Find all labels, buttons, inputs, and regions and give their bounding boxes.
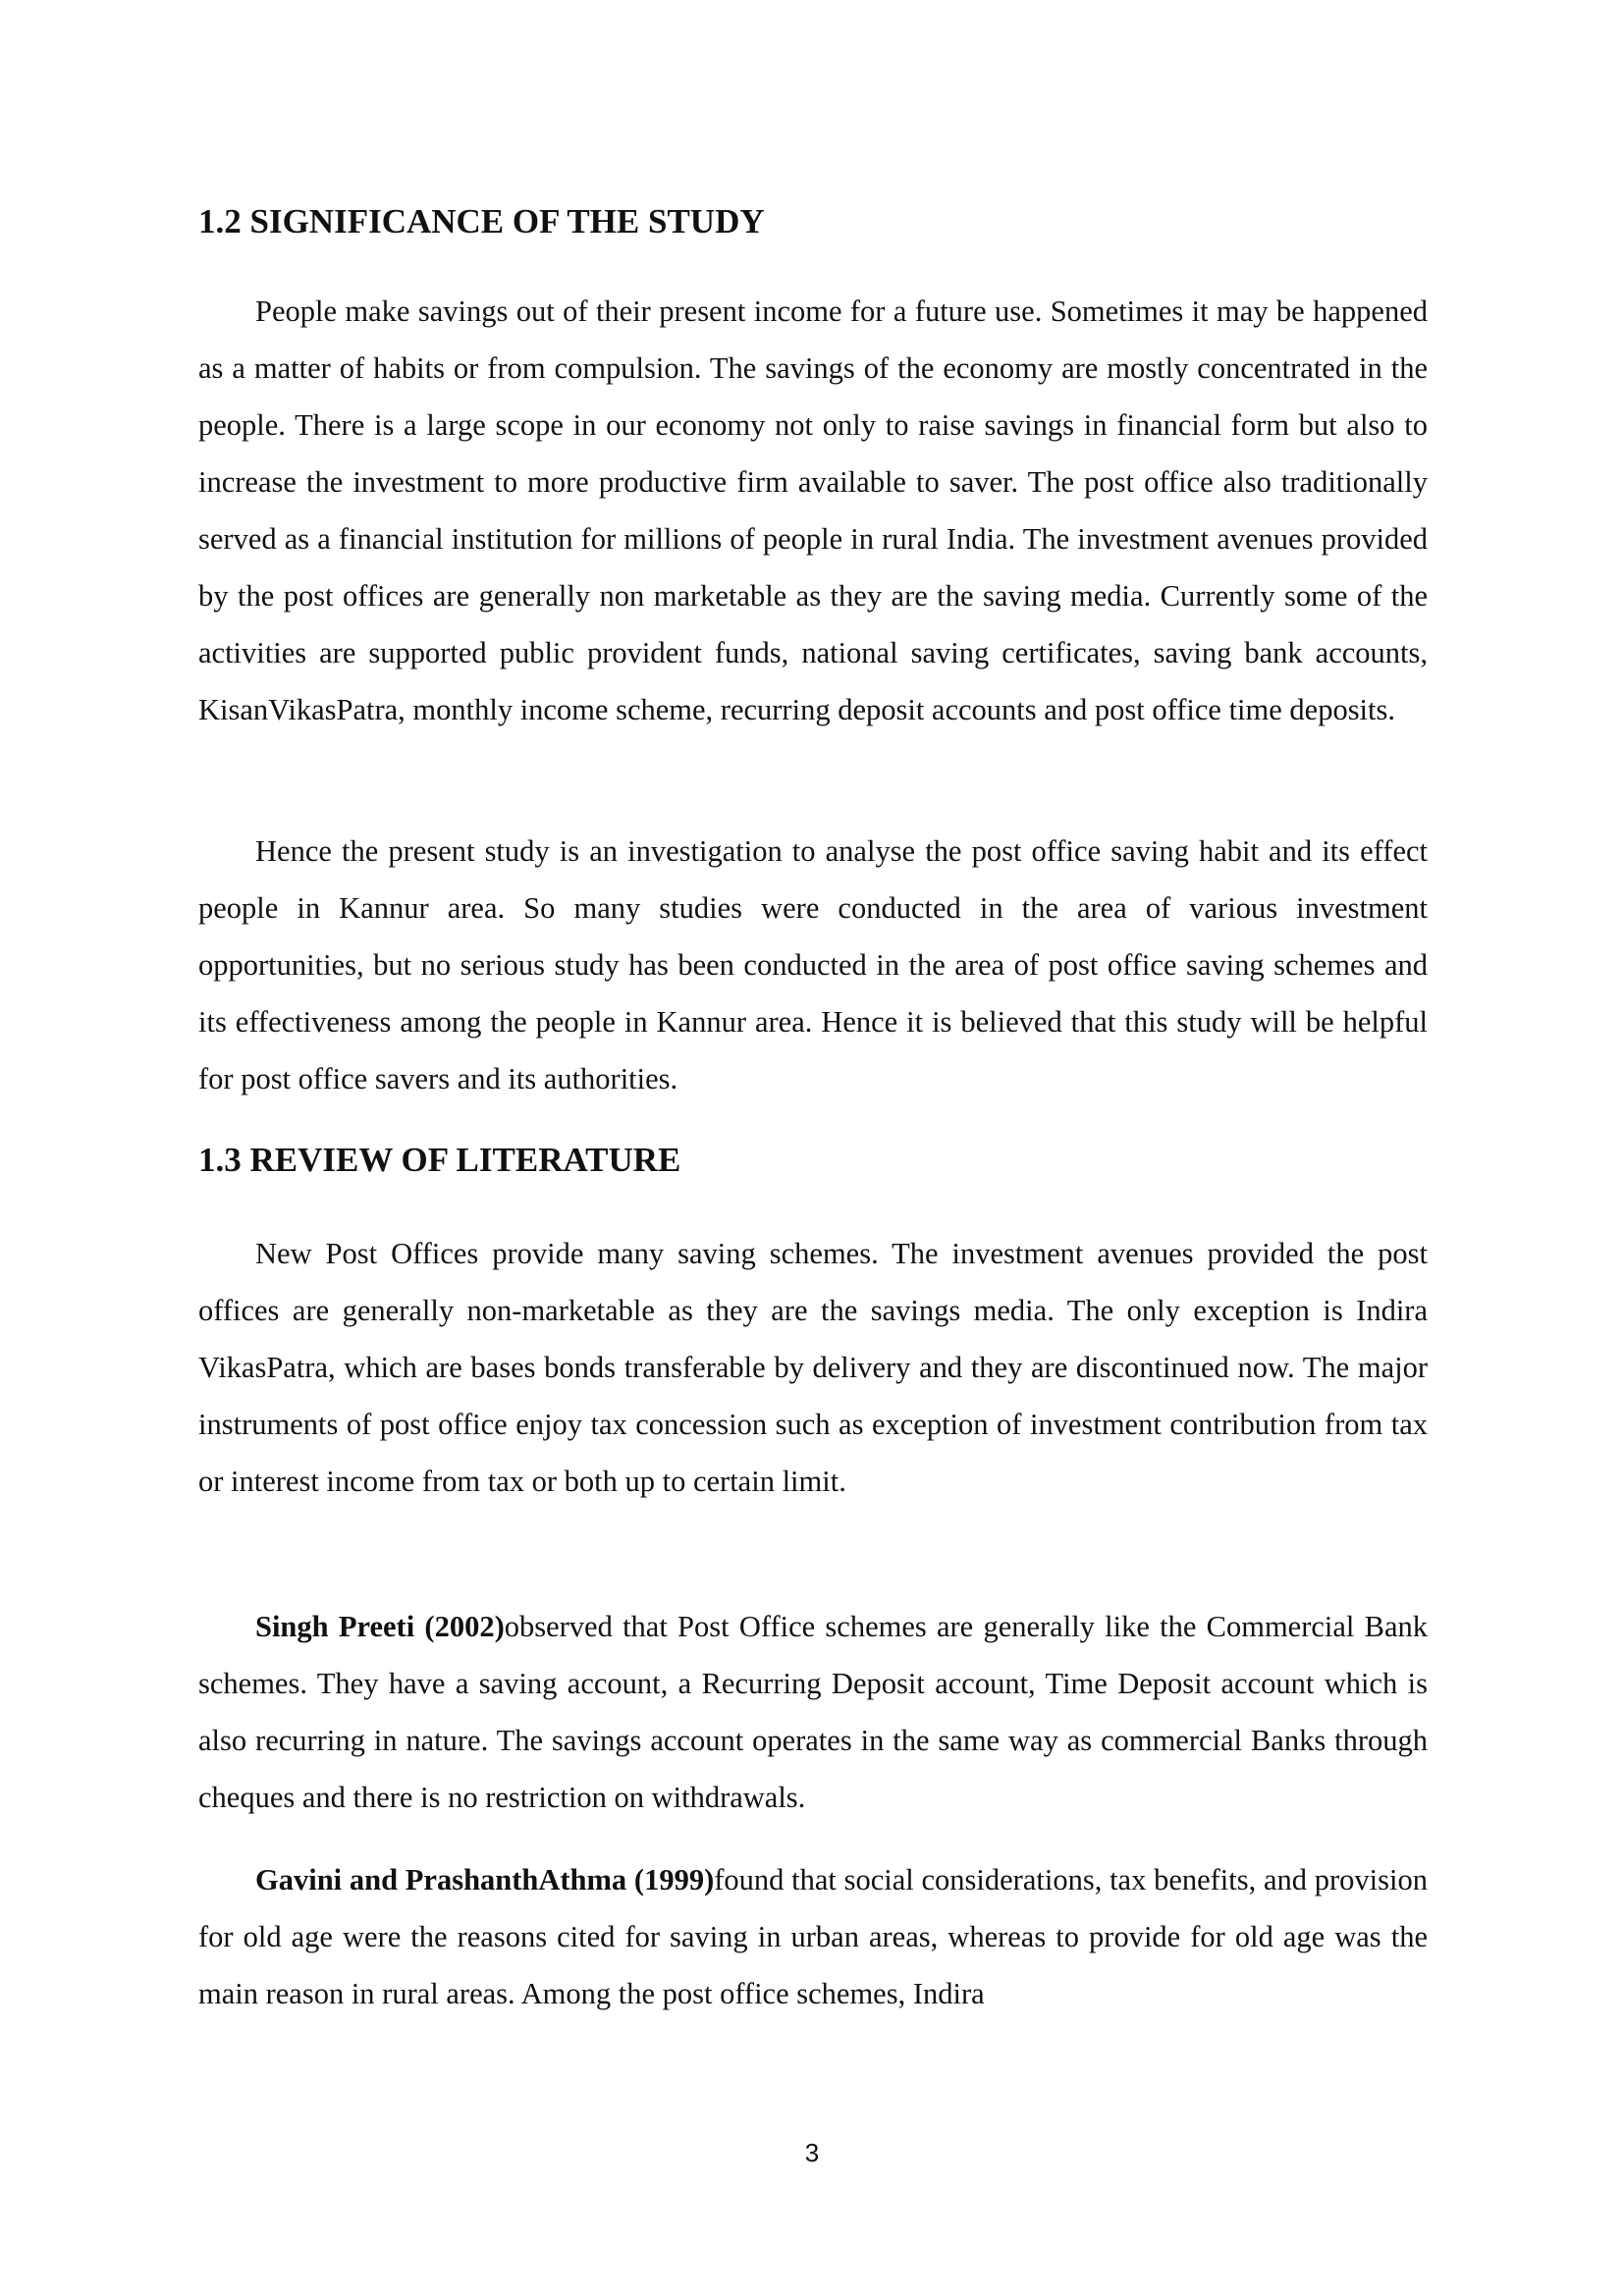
paragraph-review-singh-preeti [198,1598,1428,1826]
paragraph-text: observed that Post Office schemes are generally like the Commercial Bank schemes. They have a saving account, a Recurring Deposit account, Time Deposit account which is also recurring in nature. The savings account operates in the same way as commercial Banks through cheques and there is no restriction on withdrawals. [198,1610,1429,1814]
section-heading-significance: 1.2 SIGNIFICANCE OF THE STUDY [198,202,765,240]
citation-author-year: Gavini and PrashanthAthma (1999) [255,1863,715,1896]
paragraph-review-gavini [198,1851,1428,2022]
paragraph-text: Hence the present study is an investigation to analyse the post office saving habit and its effect people in Kannur area. So many studies were conducted in the area of various investment opportunities, but no serious study has been conducted in the area of post office saving schemes and its effectiveness among the people in Kannur area. Hence it is believed that this study will be helpful for post office savers and its authorities. [198,834,1428,1095]
paragraph-text: New Post Offices provide many saving schemes. The investment avenues provided the post offices are generally non-marketable as they are the savings media. The only exception is Indira VikasPatra, which are bases bonds transferable by delivery and they are discontinued now. The major instruments of post office enjoy tax concession such as exception of investment contribution from tax or interest income from tax or both up to certain limit. [198,1237,1428,1498]
paragraph-text: People make savings out of their present income for a future use. Sometimes it may be happened as a matter of habits or from compulsion. The savings of the economy are mostly concentrated in the people. There is a large scope in our economy not only to raise savings in financial form but also to increase the investment to more productive firm available to saver. The post office also traditionally served as a financial institution for millions of people in rural India. The investment avenues provided by the post offices are generally non marketable as they are the saving media. Currently some of the activities are supported public provident funds, national saving certificates, saving bank accounts, KisanVikasPatra, monthly income scheme, recurring deposit accounts and post office time deposits. [198,294,1428,726]
paragraph-text: found that social considerations, tax benefits, and provision for old age were the reasons cited for saving in urban areas, whereas to provide for old age was the main reason in rural areas. Among the post office schemes, Indira [198,1863,1428,2010]
page-number: 3 [804,2138,820,2167]
paragraph-significance-1 [198,283,1428,738]
paragraph-significance-2 [198,823,1428,1107]
paragraph-review-1 [198,1225,1428,1510]
citation-author-year: Singh Preeti (2002) [255,1610,505,1643]
section-heading-review: 1.3 REVIEW OF LITERATURE [198,1141,681,1179]
